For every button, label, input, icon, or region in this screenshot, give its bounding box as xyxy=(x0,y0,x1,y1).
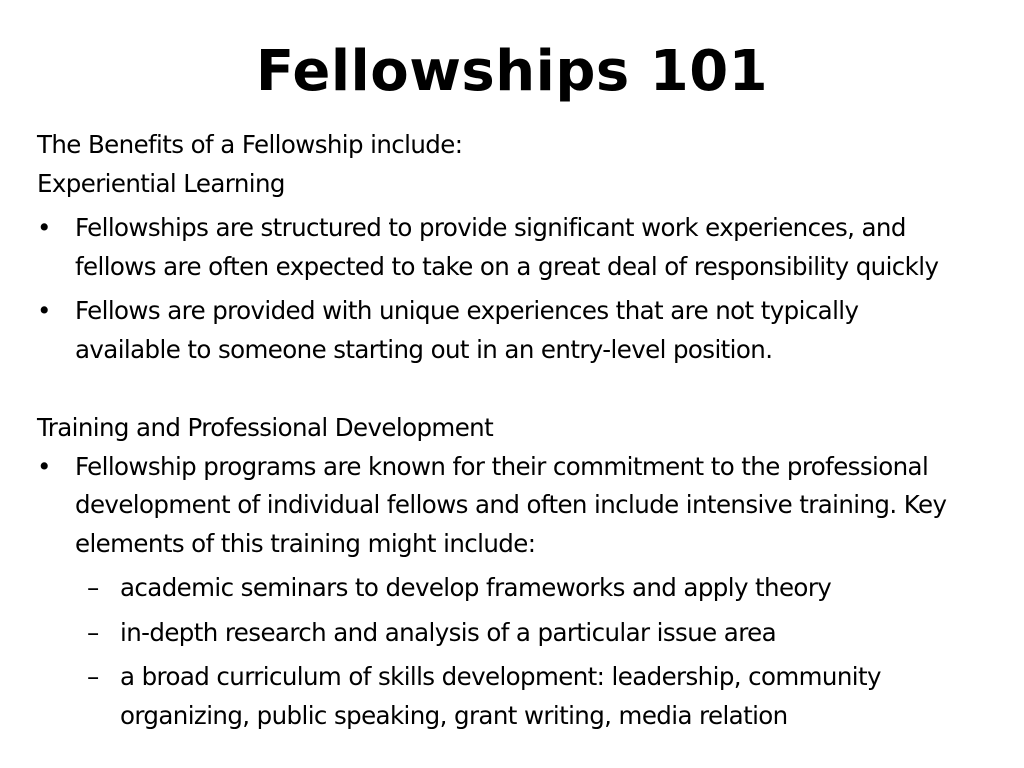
slide-title: Fellowships 101 xyxy=(255,39,769,104)
sub-bullet-line: a broad curriculum of skills development: leadership, community xyxy=(120,662,881,691)
sub-bullet-marker: – xyxy=(87,662,99,691)
intro-text: The Benefits of a Fellowship include: xyxy=(37,130,463,159)
section-heading-experiential-learning: Experiential Learning xyxy=(37,168,285,198)
bullet-line: available to someone starting out in an entry-level position. xyxy=(75,334,773,364)
bullet-marker: • xyxy=(37,296,51,325)
sub-bullet-item xyxy=(37,569,1021,608)
sub-bullet-item xyxy=(37,658,1021,735)
sub-bullet-item xyxy=(37,614,1021,653)
bullet-line: fellows are often expected to take on a great deal of responsibility quickly xyxy=(75,251,939,281)
bullet-line: Fellowship programs are known for their commitment to the professional xyxy=(75,451,929,481)
bullet-line: elements of this training might include: xyxy=(75,528,536,558)
sub-bullet-line: academic seminars to develop frameworks and apply theory xyxy=(120,573,832,602)
sub-bullet-line: organizing, public speaking, grant writing, media relation xyxy=(120,700,788,730)
section-heading-training: Training and Professional Development xyxy=(37,413,494,442)
bullet-item xyxy=(37,448,1021,564)
bullet-item xyxy=(37,292,1021,369)
bullet-line: Fellows are provided with unique experiences that are not typically xyxy=(75,296,859,325)
section-spacer xyxy=(37,369,1021,409)
bullet-item xyxy=(37,209,1021,286)
bullet-marker: • xyxy=(37,213,51,242)
sub-bullet-marker: – xyxy=(87,573,99,602)
sub-bullet-marker: – xyxy=(87,617,99,647)
bullet-marker: • xyxy=(37,451,51,481)
sub-bullet-line: in-depth research and analysis of a particular issue area xyxy=(120,617,777,647)
bullet-line: Fellowships are structured to provide significant work experiences, and xyxy=(75,213,906,242)
bullet-line: development of individual fellows and often include intensive training. Key xyxy=(75,490,947,519)
slide-body xyxy=(37,126,1021,735)
